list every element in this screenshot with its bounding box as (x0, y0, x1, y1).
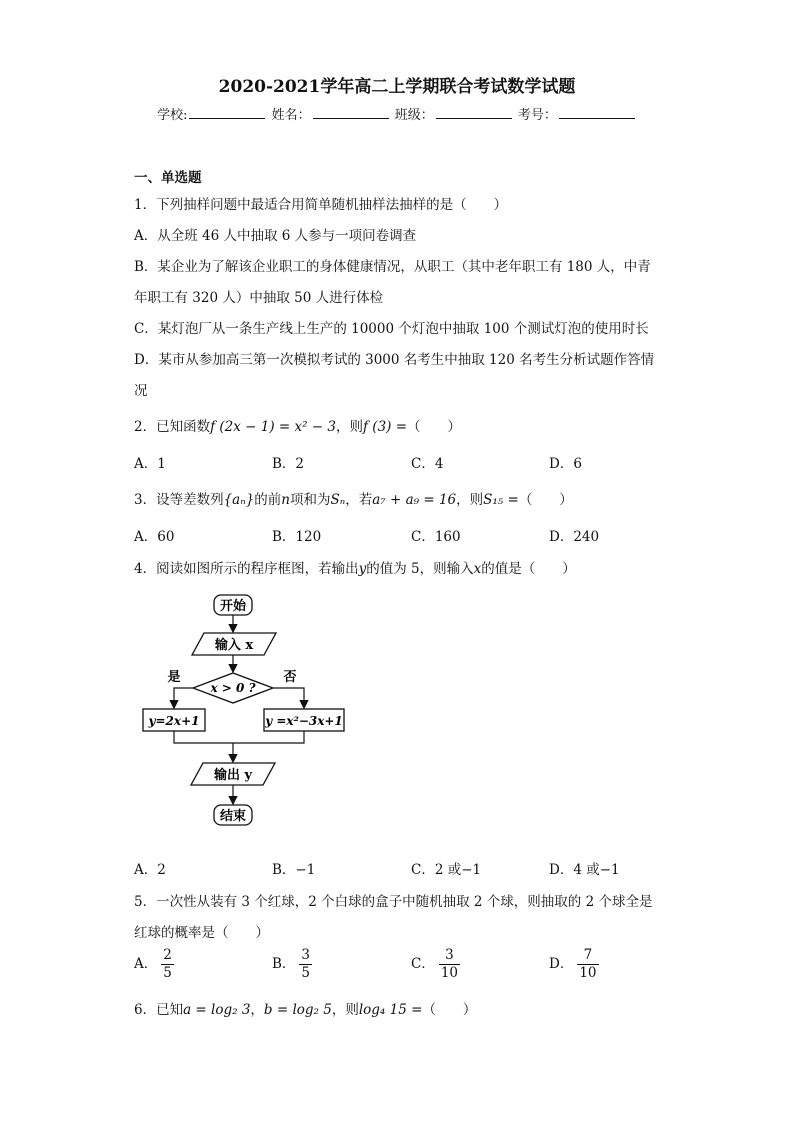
name-blank (313, 106, 389, 119)
flow-right-process-label: y =x²−3x+1 (265, 714, 343, 728)
number-label: 考号： (517, 108, 557, 123)
student-info-line (0, 104, 794, 123)
q4-option-a: A．2 (134, 862, 166, 878)
q6-separator: ， (250, 1002, 264, 1018)
q5-option-a (134, 947, 174, 982)
q5-option-d (549, 947, 599, 982)
q4-y: y (358, 561, 367, 577)
q4-option-b: B．−1 (272, 862, 316, 878)
flow-output-label: 输出 y (213, 768, 253, 783)
q1-stem: 1．下列抽样问题中最适合用简单随机抽样法抽样的是（ ） (134, 197, 508, 213)
name-label: 姓名： (271, 108, 311, 123)
q3-query: S₁₅ = (483, 492, 519, 508)
fraction-denominator: 5 (301, 965, 311, 981)
q5-option-a-fraction (161, 947, 174, 982)
q3-sequence: {aₙ} (223, 492, 255, 508)
q2-option-a: A．1 (134, 456, 166, 472)
q5-stem-line2: 红球的概率是（ ） (134, 925, 269, 941)
flow-start-label: 开始 (219, 599, 247, 614)
q3-stem-mid4: ，则 (456, 492, 484, 508)
q3-stem-mid3: ，若 (345, 492, 373, 508)
q6-b-definition: b = log₂ 5 (263, 1002, 332, 1018)
fraction-numerator: 7 (577, 947, 598, 965)
q2-option-d: D．6 (549, 456, 582, 472)
q2-option-b: B．2 (272, 456, 305, 472)
q6-a-definition: a = log₂ 3 (183, 1002, 251, 1018)
q3-stem-mid1: 的前 (254, 492, 282, 508)
flow-no-label: 否 (283, 670, 297, 685)
q2-stem-mid: ，则 (336, 419, 364, 435)
q3-n: n (281, 492, 290, 508)
q2-stem-prefix: 2．已知函数 (134, 419, 211, 435)
fraction-numerator: 3 (439, 947, 460, 965)
q4-stem-mid: 的值为 5，则输入 (366, 561, 474, 577)
q6-stem-prefix: 6．已知 (134, 1002, 184, 1018)
fraction-denominator: 5 (163, 965, 172, 981)
flow-arrow-no (273, 688, 304, 707)
school-blank (189, 106, 265, 119)
fraction-numerator: 2 (163, 947, 172, 963)
q2-stem-suffix: （ ） (407, 419, 462, 435)
q3-stem-suffix: （ ） (518, 492, 573, 508)
q4-flowchart (130, 585, 370, 835)
fraction-numerator: 3 (301, 947, 311, 963)
school-label: 学校: (157, 108, 188, 123)
flow-decision-label: x > 0 ? (210, 681, 256, 695)
number-blank (559, 106, 635, 119)
exam-title: 2020-2021学年高二上学期联合考试数学试题 (218, 77, 576, 97)
q6-stem (134, 998, 476, 1018)
q3-option-d: D．240 (549, 529, 600, 545)
flow-end-label: 结束 (219, 809, 247, 824)
fraction-denominator: 10 (579, 965, 597, 981)
q4-stem-prefix: 4．阅读如图所示的程序框图，若输出 (134, 561, 359, 577)
q1-option-d-line2: 况 (134, 383, 148, 399)
q3-option-a: A．60 (134, 529, 175, 545)
flow-input-label: 输入 x (214, 638, 254, 653)
q2-stem (134, 415, 461, 435)
q3-sn: Sₙ (330, 492, 346, 508)
q6-query: log₄ 15 = (358, 1002, 423, 1018)
flow-left-process-label: y=2x+1 (148, 714, 200, 728)
q3-condition: a₇ + a₉ = 16 (372, 492, 457, 508)
flow-arrow-yes (174, 688, 193, 707)
q5-option-c (411, 947, 460, 982)
q1-option-a: A．从全班 46 人中抽取 6 人参与一项问卷调查 (134, 228, 417, 244)
q5-option-c-label: C． (411, 956, 435, 972)
q3-stem-mid2: 项和为 (290, 492, 331, 508)
q3-option-c: C．160 (411, 529, 461, 545)
q3-option-b: B．120 (272, 529, 322, 545)
q4-x: x (473, 561, 482, 577)
class-blank (436, 106, 512, 119)
q5-option-c-fraction (439, 947, 460, 982)
q2-function-query: f (3) = (363, 419, 408, 435)
q2-option-c: C．4 (411, 456, 444, 472)
q1-option-b-line2: 年职工有 320 人）中抽取 50 人进行体检 (134, 290, 384, 306)
q1-option-c: C．某灯泡厂从一条生产线上生产的 10000 个灯泡中抽取 100 个测试灯泡的使用时长 (134, 321, 649, 337)
q5-option-a-label: A． (134, 956, 158, 972)
q5-option-b-fraction (299, 947, 312, 982)
flow-yes-label: 是 (167, 670, 181, 685)
q6-stem-mid: ，则 (331, 1002, 359, 1018)
q4-option-c: C．2 或−1 (411, 862, 482, 878)
q4-option-d: D．4 或−1 (549, 862, 620, 878)
q5-option-d-fraction (577, 947, 598, 982)
q1-option-d-line1: D．某市从参加高三第一次模拟考试的 3000 名考生中抽取 120 名考生分析试题作答情 (134, 352, 655, 368)
fraction-denominator: 10 (440, 965, 459, 981)
q4-stem (134, 557, 576, 577)
section-title: 一、单选题 (134, 170, 202, 186)
q5-option-b (272, 947, 312, 982)
q3-stem (134, 488, 573, 508)
q2-function-expression: f (2x − 1) = x² − 3 (210, 419, 337, 435)
class-label: 班级： (394, 108, 434, 123)
q6-stem-suffix: （ ） (422, 1002, 477, 1018)
q5-option-d-label: D． (549, 956, 574, 972)
q5-stem-line1: 5．一次性从装有 3 个红球，2 个白球的盒子中随机抽取 2 个球，则抽取的 2 个球全是 (134, 894, 653, 910)
q3-stem-prefix: 3．设等差数列 (134, 492, 224, 508)
q4-stem-suffix: 的值是（ ） (481, 561, 576, 577)
q1-option-b-line1: B．某企业为了解该企业职工的身体健康情况，从职工（其中老年职工有 180 人，中青 (134, 259, 651, 275)
flow-merge-line (174, 731, 304, 743)
q5-option-b-label: B． (272, 956, 296, 972)
